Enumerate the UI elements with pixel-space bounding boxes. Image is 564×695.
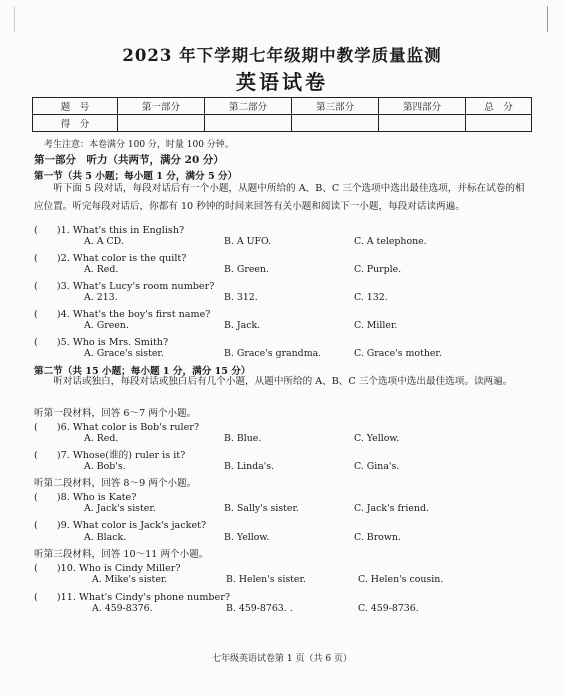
option-a: A. Black. (84, 532, 127, 543)
section1-instructions: 听下面 5 段对话，每段对话后有一个小题，从题中所给的 A、B、C 三个选项中选出最佳选项，并标在试卷的相应位置。听完每段对话后，你都有 10 秒钟的时间来回答有关小题和阅读下一小题，每段对话读两遍。 (34, 183, 525, 212)
option-a: A. Red. (84, 433, 119, 444)
score-table-cell: 题 号 (33, 98, 118, 115)
score-table-cell: 第一部分 (118, 98, 205, 115)
option-b: B. Yellow. (224, 532, 270, 543)
option-b: B. Helen's sister. (226, 574, 306, 585)
option-c: C. 459-8736. (358, 603, 419, 614)
option-b: B. Jack. (224, 320, 261, 331)
question-8: ( )8. Who is Kate? (34, 492, 137, 503)
exam-note: 考生注意：本卷满分 100 分，时量 100 分钟。 (44, 140, 234, 150)
question-7: ( )7. Whose(谁的) ruler is it? (34, 450, 186, 461)
option-a: A. 213. (84, 292, 118, 303)
option-c: C. Miller. (354, 320, 398, 331)
score-table-score-row (33, 115, 532, 132)
option-a: A. Jack's sister. (84, 503, 156, 514)
option-c: C. A telephone. (354, 236, 427, 247)
option-a: A. Grace's sister. (84, 348, 164, 359)
option-b: B. A UFO. (224, 236, 272, 247)
option-b: B. 312. (224, 292, 258, 303)
option-a: A. Bob's. (84, 461, 126, 472)
question-10: ( )10. Who is Cindy Miller? (34, 563, 181, 574)
exam-title: 2023 年下学期七年级期中教学质量监测 (122, 46, 442, 65)
question-5: ( )5. Who is Mrs. Smith? (34, 337, 169, 348)
section2-instructions: 听对话或独白，每段对话或独白后有几个小题，从题中所给的 A、B、C 三个选项中选出最佳选项。读两遍。 (53, 376, 513, 387)
score-table-header-row (33, 98, 532, 115)
option-b: B. Linda's. (224, 461, 275, 472)
score-input-cell[interactable] (118, 115, 205, 132)
option-a: A. Red. (84, 264, 119, 275)
question-11: ( )11. What's Cindy's phone number? (34, 592, 230, 603)
score-input-cell[interactable] (466, 115, 532, 132)
score-table-cell: 第三部分 (292, 98, 379, 115)
score-input-cell[interactable] (205, 115, 292, 132)
option-a: A. 459-8376. (92, 603, 153, 614)
option-c: C. Grace's mother. (354, 348, 442, 359)
score-table (32, 97, 532, 132)
material-2-heading: 听第二段材料，回答 8～9 两个小题。 (34, 478, 197, 489)
scan-mark-right (547, 6, 548, 32)
question-1: ( )1. What's this in English? (34, 225, 185, 236)
question-6: ( )6. What color is Bob's ruler? (34, 422, 200, 433)
option-b: B. Grace's grandma. (224, 348, 322, 359)
score-input-cell[interactable] (292, 115, 379, 132)
option-c: C. Yellow. (354, 433, 400, 444)
option-a: A. A CD. (84, 236, 124, 247)
option-a: A. Green. (84, 320, 129, 331)
option-c: C. 132. (354, 292, 388, 303)
option-c: C. Gina's. (354, 461, 400, 472)
question-9: ( )9. What color is Jack's jacket? (34, 520, 207, 531)
option-c: C. Helen's cousin. (358, 574, 444, 585)
question-4: ( )4. What's the boy's first name? (34, 309, 211, 320)
part1-heading: 第一部分 听力（共两节，满分 20 分） (34, 154, 224, 166)
score-input-cell[interactable] (379, 115, 466, 132)
material-1-heading: 听第一段材料，回答 6～7 两个小题。 (34, 408, 197, 419)
option-c: C. Purple. (354, 264, 402, 275)
option-b: B. Blue. (224, 433, 262, 444)
exam-subtitle: 英语试卷 (236, 70, 328, 94)
question-2: ( )2. What color is the quilt? (34, 253, 187, 264)
scan-mark-left (14, 6, 15, 32)
option-a: A. Mike's sister. (92, 574, 168, 585)
score-table-cell: 总 分 (466, 98, 532, 115)
option-b: B. Sally's sister. (224, 503, 299, 514)
material-3-heading: 听第三段材料，回答 10～11 两个小题。 (34, 549, 209, 560)
option-c: C. Brown. (354, 532, 401, 543)
option-c: C. Jack's friend. (354, 503, 429, 514)
page-footer: 七年级英语试卷第 1 页（共 6 页） (212, 654, 352, 664)
option-b: B. 459-8763. . (226, 603, 293, 614)
section2-heading: 第二节（共 15 小题；每小题 1 分，满分 15 分） (34, 366, 251, 377)
option-b: B. Green. (224, 264, 269, 275)
question-3: ( )3. What's Lucy's room number? (34, 281, 215, 292)
score-table-cell: 第四部分 (379, 98, 466, 115)
score-table-cell: 得 分 (33, 115, 118, 132)
score-table-cell: 第二部分 (205, 98, 292, 115)
section1-heading: 第一节（共 5 小题；每小题 1 分，满分 5 分） (34, 171, 238, 182)
